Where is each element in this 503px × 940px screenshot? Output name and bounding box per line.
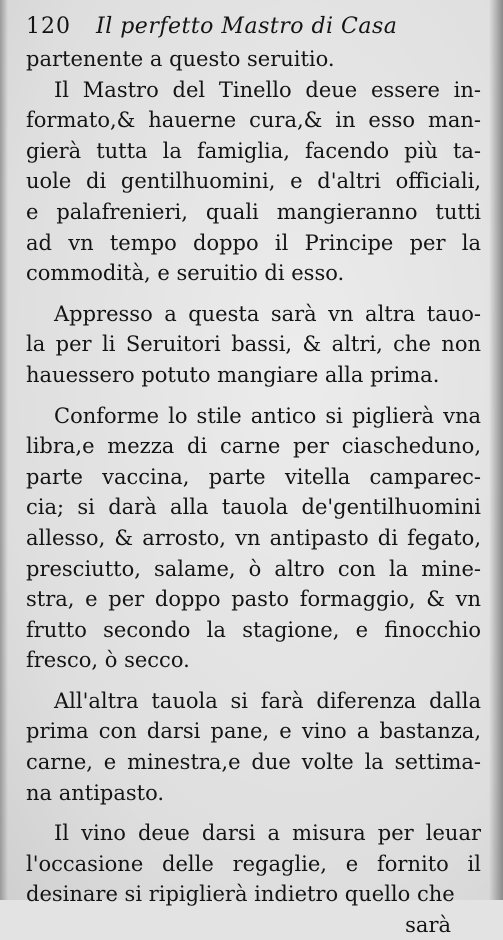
text-line: allesso, & arrosto, vn antipasto di fegato, — [26, 525, 481, 550]
text-line: libra,e mezza di carne per ciascheduno, — [26, 434, 481, 459]
text-line: All'altra tauola si farà diferenza dalla — [54, 688, 481, 713]
text-line: Il Mastro del Tinello deue essere in- — [54, 77, 481, 102]
text-line: Conforme lo stile antico si piglierà vna — [54, 403, 481, 428]
text-line: fresco, ò secco. — [26, 648, 190, 673]
text-line: partenente a questo seruitio. — [26, 47, 335, 71]
text-line: prima con darsi pane, e vino a bastanza, — [26, 719, 481, 744]
catchword: sarà — [405, 913, 451, 938]
text-line: stra, e per doppo pasto formaggio, & vn — [26, 587, 481, 612]
text-line: Il vino deue darsi a misura per leuar — [54, 821, 481, 846]
text-line: frutto secondo la stagione, e finocchio — [26, 617, 481, 642]
running-title: Il perfetto Mastro di Casa — [96, 14, 398, 39]
text-line: hauessero potuto mangiare alla prima. — [26, 362, 440, 387]
text-line: parte vaccina, parte vitella camparec- — [26, 464, 481, 489]
page-edge-shadow-left — [0, 0, 8, 900]
text-line: la per li Seruitori bassi, & altri, che non — [26, 332, 481, 357]
text-line: carne, e minestra,e due volte la settima- — [26, 750, 481, 775]
text-line: formato,& hauerne cura,& in esso man- — [26, 108, 481, 133]
text-line: na antipasto. — [26, 780, 165, 805]
text-line: presciutto, salame, ò altro con la mine- — [26, 556, 481, 581]
body-text — [26, 44, 481, 910]
page-edge-shadow-right — [489, 0, 503, 900]
text-line: e palafrenieri, quali mangieranno tutti — [26, 199, 481, 224]
page-number: 120 — [26, 14, 71, 39]
text-line: commodità, e seruitio di esso. — [26, 261, 345, 286]
text-line: gierà tutta la famiglia, facendo più ta- — [26, 138, 481, 163]
text-line: desinare si ripiglierà indietro quello che — [26, 882, 455, 907]
text-line: uole di gentilhuomini, e d'altri officiali, — [26, 169, 481, 194]
running-head — [26, 12, 481, 42]
text-line: l'occasione delle regaglie, e fornito il — [26, 851, 481, 876]
text-line: cia; si darà alla tauola de'gentilhuomini — [26, 495, 481, 520]
text-line: ad vn tempo doppo il Principe per la — [26, 230, 481, 255]
text-line: Appresso a questa sarà vn altra tauo- — [54, 301, 481, 326]
